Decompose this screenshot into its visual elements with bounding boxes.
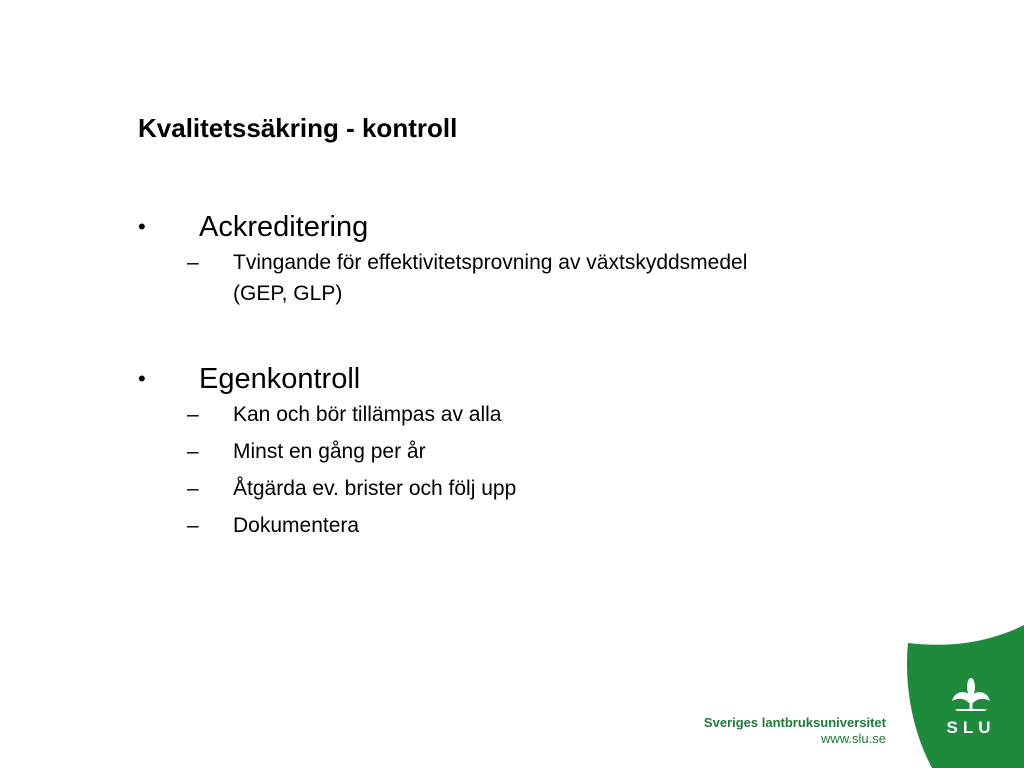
subitem-text: Dokumentera [233,514,360,537]
subitem-dash: – [187,403,199,426]
bullet-egenkontroll [138,359,753,541]
subitem-dash: – [187,440,199,463]
bullet-line [138,359,753,399]
subitem [138,247,753,309]
subitem-list [138,399,753,541]
subitem-text: Tvingande för effektivitetsprovning av växtskyddsmedel (GEP, GLP) [233,251,748,305]
subitem-list [138,247,753,309]
subitem-text: Minst en gång per år [233,440,426,463]
slu-plant-logo-icon [900,625,1024,768]
footer-organization: Sveriges lantbruksuniversitet [703,715,886,730]
subitem-dash: – [187,251,199,274]
bullet-ackreditering [138,207,753,309]
subitem-dash: – [187,477,199,500]
slu-logo-text: SLU [946,718,996,737]
subitem [138,436,753,467]
subitem [138,510,753,541]
slide-title: Kvalitetssäkring - kontroll [138,113,458,143]
bullet-dot: • [138,214,146,239]
bullet-dot: • [138,366,146,391]
bullet-line [138,207,753,247]
bullet-text: Ackreditering [199,211,369,243]
subitem-text: Åtgärda ev. brister och följ upp [233,477,517,500]
subitem [138,399,753,430]
subitem-text: Kan och bör tillämpas av alla [233,403,502,426]
footer-url: www.slu.se [820,731,886,746]
bullet-text: Egenkontroll [199,363,361,395]
subitem [138,473,753,504]
subitem-dash: – [187,514,199,537]
